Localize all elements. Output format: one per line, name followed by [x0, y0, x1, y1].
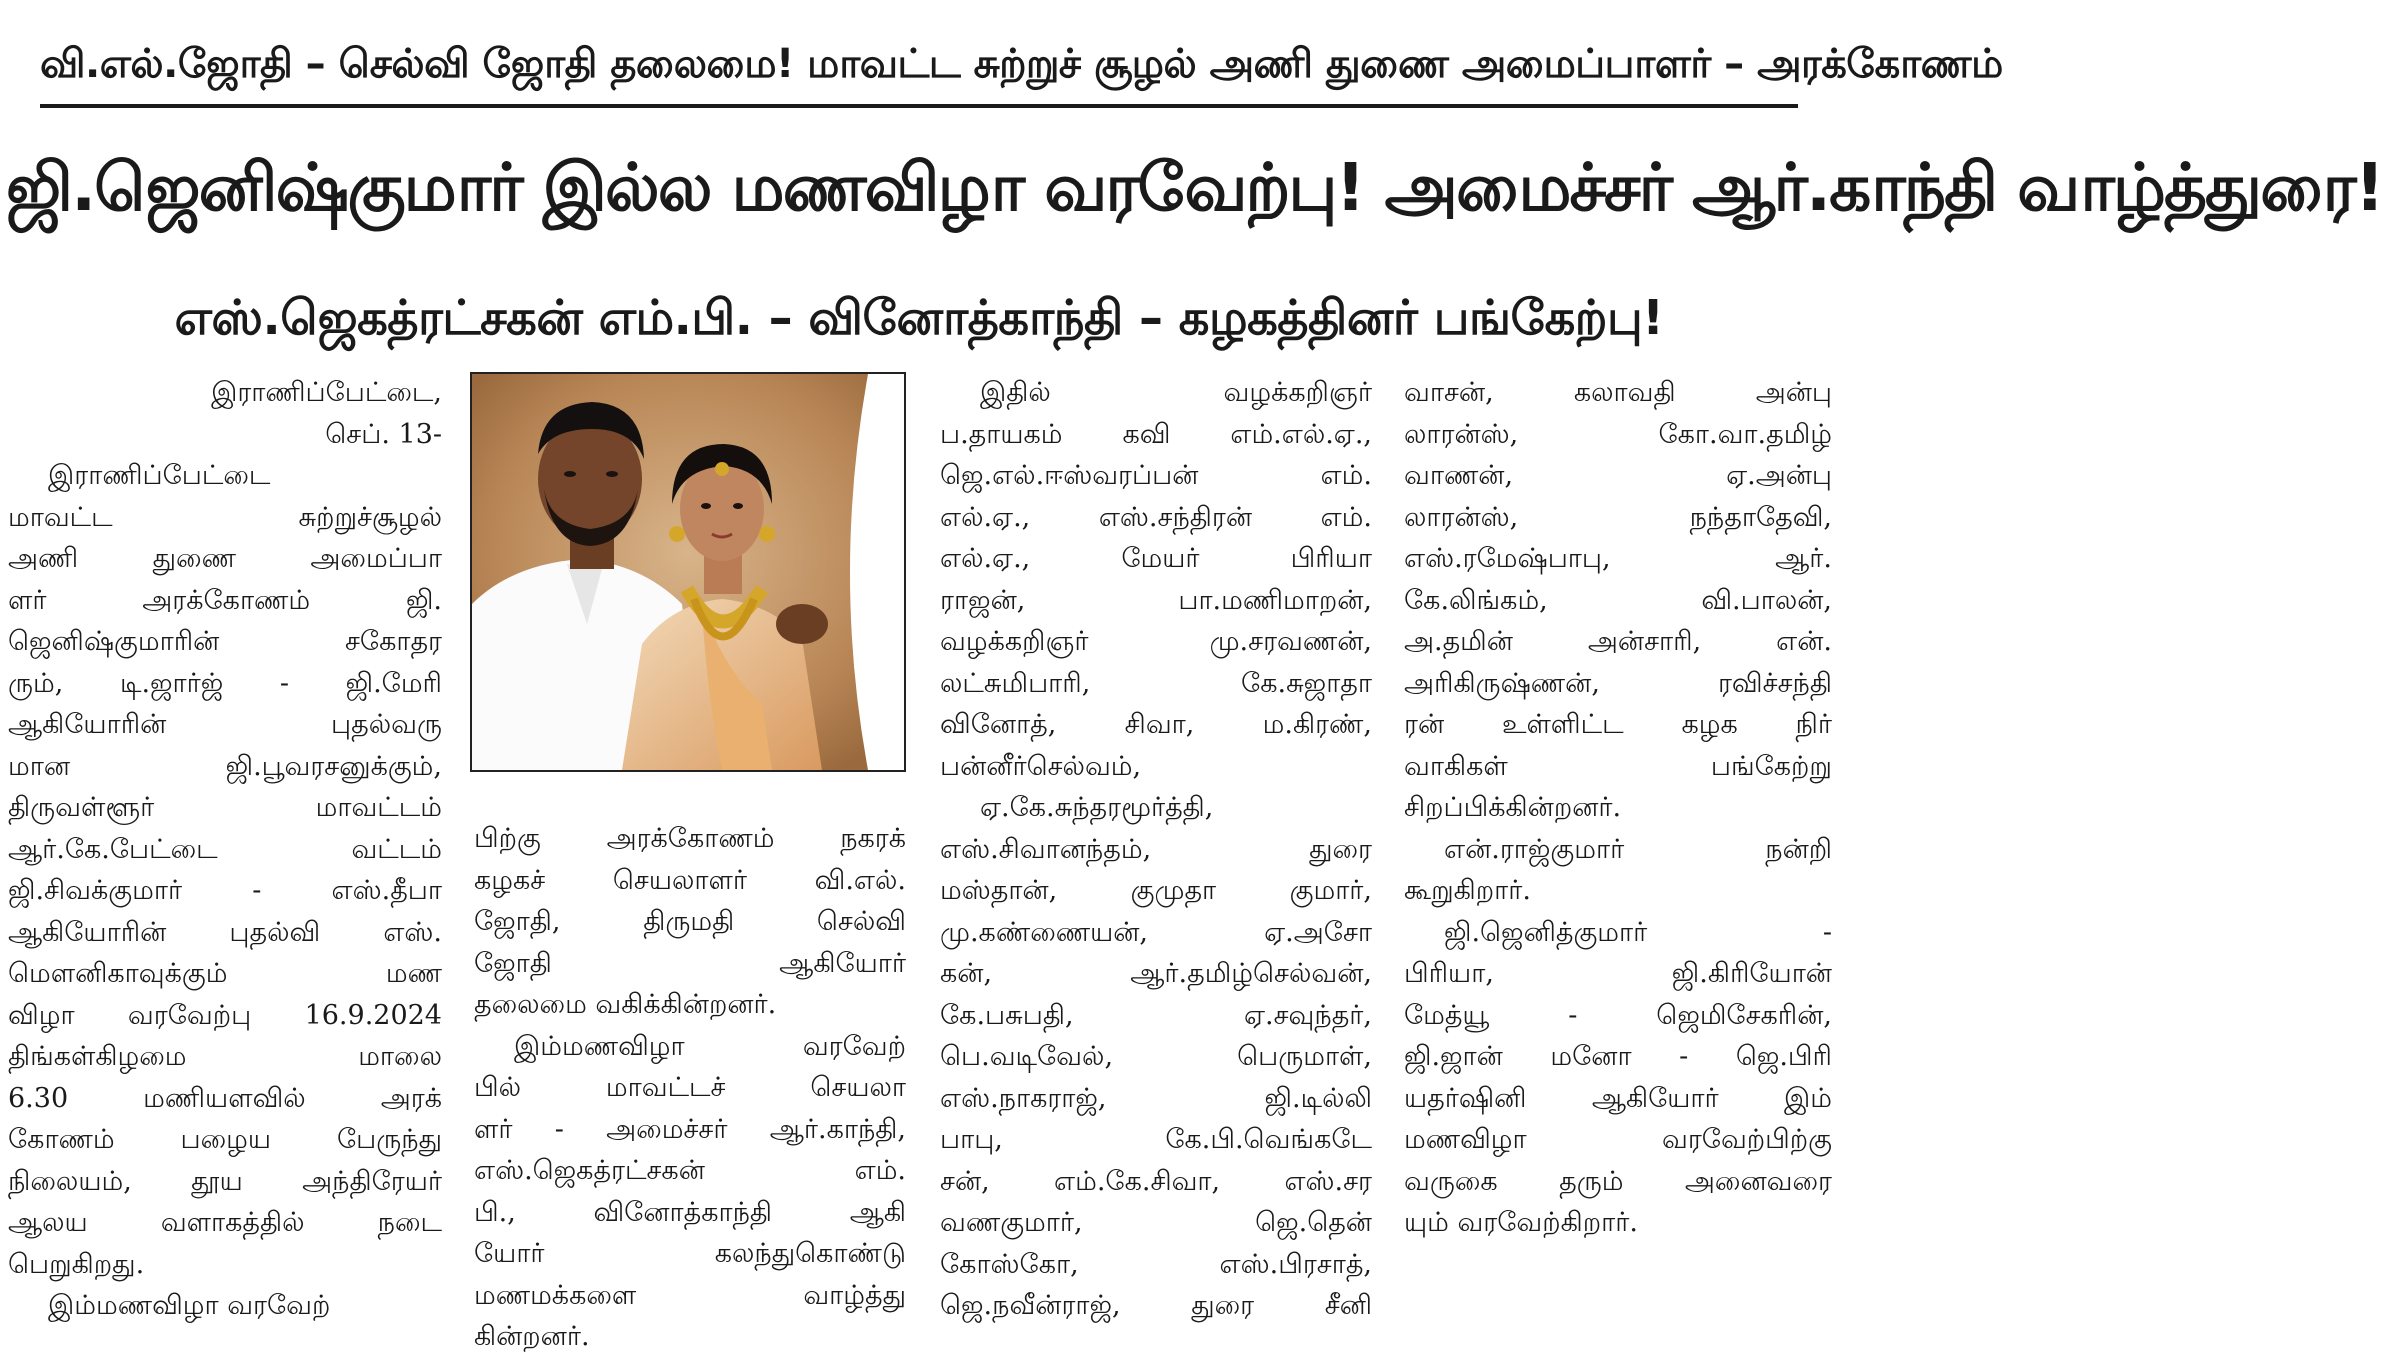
- text-line: பில் மாவட்டச் செயலா: [474, 1072, 906, 1103]
- text-line: சன், எம்.கே.சிவா, எஸ்.சர: [940, 1165, 1372, 1197]
- text-line: இராணிப்பேட்டை: [48, 460, 271, 491]
- article-column-3: [940, 372, 1372, 1346]
- text-line: மாவட்ட சுற்றுச்சூழல்: [8, 501, 442, 533]
- text-line: சிறப்பிக்கின்றனர்.: [1404, 792, 1622, 823]
- subheadline: எஸ்.ஜெகத்ரட்சகன் எம்.பி. – வினோத்காந்தி – கழகத்தினர் பங்கேற்பு!: [174, 290, 1664, 346]
- text-line: ஜி.ஜெனித்குமார் -: [1444, 916, 1832, 948]
- article-column-1: [8, 372, 442, 1346]
- text-line: அரிகிருஷ்ணன், ரவிச்சந்தி: [1404, 667, 1832, 699]
- text-line: பெறுகிறது.: [8, 1248, 145, 1280]
- text-line: ஜி.ஜான் மனோ - ஜெ.பிரி: [1404, 1041, 1832, 1072]
- text-line: வாகிகள் பங்கேற்று: [1404, 750, 1832, 782]
- text-line: லாரன்ஸ், கோ.வா.தமிழ்: [1404, 418, 1832, 450]
- text-line: ஆகியோரின் புதல்வி எஸ்.: [8, 916, 442, 948]
- text-line: ஆகியோரின் புதல்வரு: [8, 709, 442, 740]
- text-line: இதில் வழக்கறிஞர்: [980, 377, 1372, 408]
- text-line: ஏ.கே.சுந்தரமூர்த்தி,: [980, 792, 1214, 823]
- text-line: கே.லிங்கம், வி.பாலன்,: [1404, 584, 1832, 616]
- text-line: வருகை தரும் அனைவரை: [1404, 1165, 1832, 1197]
- article-column-4: [1404, 372, 1832, 1346]
- couple-photo-image: [472, 374, 904, 770]
- text-line: ஜெனிஷ்குமாரின் சகோதர: [8, 626, 442, 657]
- text-line: யதர்ஷினி ஆகியோர் இம்: [1404, 1082, 1832, 1114]
- text-line: மௌனிகாவுக்கும் மண: [8, 958, 442, 989]
- text-line: பி., வினோத்காந்தி ஆகி: [474, 1196, 906, 1228]
- text-line: பெ.வடிவேல், பெருமாள்,: [940, 1041, 1372, 1072]
- article-column-2: [474, 818, 906, 1352]
- text-line: வினோத், சிவா, ம.கிரண்,: [940, 709, 1372, 740]
- text-line: ளர் - அமைச்சர் ஆர்.காந்தி,: [474, 1113, 906, 1145]
- text-line: ஜி.சிவக்குமார் - எஸ்.தீபா: [8, 875, 442, 906]
- text-line: எஸ்.ஜெகத்ரட்சகன் எம்.: [474, 1155, 906, 1186]
- text-line: கே.பசுபதி, ஏ.சவுந்தர்,: [940, 999, 1372, 1031]
- text-line: கூறுகிறார்.: [1404, 875, 1531, 906]
- text-line: செப். 13-: [325, 418, 442, 450]
- text-line: திருவள்ளூர் மாவட்டம்: [8, 792, 442, 823]
- text-line: யும் வரவேற்கிறார்.: [1404, 1207, 1638, 1238]
- text-line: இம்மணவிழா வரவேற்: [514, 1030, 906, 1062]
- text-line: நிலையம், தூய அந்திரேயர்: [8, 1165, 442, 1197]
- text-line: பிரியா, ஜி.கிரியோன்: [1404, 958, 1832, 989]
- text-line: மு.கண்ணையன், ஏ.அசோ: [940, 916, 1372, 948]
- text-line: வாசன், கலாவதி அன்பு: [1404, 377, 1832, 408]
- text-line: விழா வரவேற்பு 16.9.2024: [8, 999, 442, 1031]
- text-line: எஸ்.ரமேஷ்பாபு, ஆர்.: [1404, 543, 1832, 574]
- text-line: கோஸ்கோ, எஸ்.பிரசாத்,: [940, 1248, 1372, 1280]
- text-line: இம்மணவிழா வரவேற்: [48, 1290, 331, 1321]
- text-line: வழக்கறிஞர் மு.சரவணன்,: [940, 626, 1372, 657]
- text-line: பன்னீர்செல்வம்,: [940, 750, 1142, 782]
- text-line: ளர் அரக்கோணம் ஜி.: [8, 584, 442, 616]
- text-line: ரும், டி.ஜார்ஜ் - ஜி.மேரி: [8, 667, 442, 699]
- text-line: அணி துணை அமைப்பா: [8, 543, 442, 574]
- text-line: மேத்யூ - ஜெமிசேகரின்,: [1404, 999, 1832, 1031]
- text-line: வாணன், ஏ.அன்பு: [1404, 460, 1832, 491]
- text-line: ராஜன், பா.மணிமாறன்,: [940, 584, 1372, 616]
- text-line: என்.ராஜ்குமார் நன்றி: [1444, 833, 1832, 865]
- text-line: கன், ஆர்.தமிழ்செல்வன்,: [940, 958, 1372, 989]
- text-line: மான ஜி.பூவரசனுக்கும்,: [8, 750, 442, 782]
- text-line: மணவிழா வரவேற்பிற்கு: [1404, 1124, 1832, 1155]
- text-line: எல்.ஏ., மேயர் பிரியா: [940, 543, 1372, 574]
- text-line: ப.தாயகம் கவி எம்.எல்.ஏ.,: [940, 418, 1372, 450]
- text-line: பாபு, கே.பி.வெங்கடே: [940, 1124, 1372, 1155]
- text-line: ஆர்.கே.பேட்டை வட்டம்: [8, 833, 442, 865]
- text-line: எஸ்.சிவானந்தம், துரை: [940, 833, 1372, 865]
- text-line: லட்சுமிபாரி, கே.சுஜாதா: [940, 667, 1372, 699]
- kicker-rule: [40, 104, 1798, 108]
- text-line: அ.தமின் அன்சாரி, என்.: [1404, 626, 1832, 657]
- kicker-line: வி.எல்.ஜோதி – செல்வி ஜோதி தலைமை! மாவட்ட சுற்றுச் சூழல் அணி துணை அமைப்பாளர் – அரக்கோணம்: [40, 41, 2003, 87]
- text-line: எஸ்.நாகராஜ், ஜி.டில்லி: [940, 1082, 1372, 1114]
- text-line: பிற்கு அரக்கோணம் நகரக்: [474, 823, 906, 854]
- couple-photo: [470, 372, 906, 772]
- text-line: 6.30 மணியளவில் அரக்: [8, 1082, 442, 1114]
- text-line: மணமக்களை வாழ்த்து: [474, 1279, 906, 1311]
- text-line: வணகுமார், ஜெ.தென்: [940, 1207, 1372, 1238]
- text-line: தலைமை வகிக்கின்றனர்.: [474, 989, 777, 1020]
- text-line: திங்கள்கிழமை மாலை: [8, 1041, 442, 1072]
- text-line: கோணம் பழைய பேருந்து: [8, 1124, 442, 1155]
- text-line: ஜோதி ஆகியோர்: [474, 947, 906, 979]
- headline: ஜி.ஜெனிஷ்குமார் இல்ல மணவிழா வரவேற்பு! அமைச்சர் ஆர்.காந்தி வாழ்த்துரை!: [6, 149, 2383, 226]
- text-line: யோர் கலந்துகொண்டு: [474, 1238, 906, 1269]
- text-line: ஜெ.எல்.ஈஸ்வரப்பன் எம்.: [940, 460, 1372, 491]
- text-line: கின்றனர்.: [474, 1321, 590, 1352]
- text-line: லாரன்ஸ், நந்தாதேவி,: [1404, 501, 1832, 533]
- text-line: எல்.ஏ., எஸ்.சந்திரன் எம்.: [940, 501, 1372, 533]
- text-line: ஜோதி, திருமதி செல்வி: [474, 906, 906, 937]
- text-line: இராணிப்பேட்டை,: [211, 377, 442, 408]
- text-line: ஜெ.நவீன்ராஜ், துரை சீனி: [940, 1290, 1372, 1321]
- text-line: ஆலய வளாகத்தில் நடை: [8, 1207, 442, 1238]
- text-line: ரன் உள்ளிட்ட கழக நிர்: [1404, 709, 1832, 740]
- text-line: மஸ்தான், குமுதா குமார்,: [940, 875, 1372, 906]
- text-line: கழகச் செயலாளர் வி.எல்.: [474, 864, 906, 896]
